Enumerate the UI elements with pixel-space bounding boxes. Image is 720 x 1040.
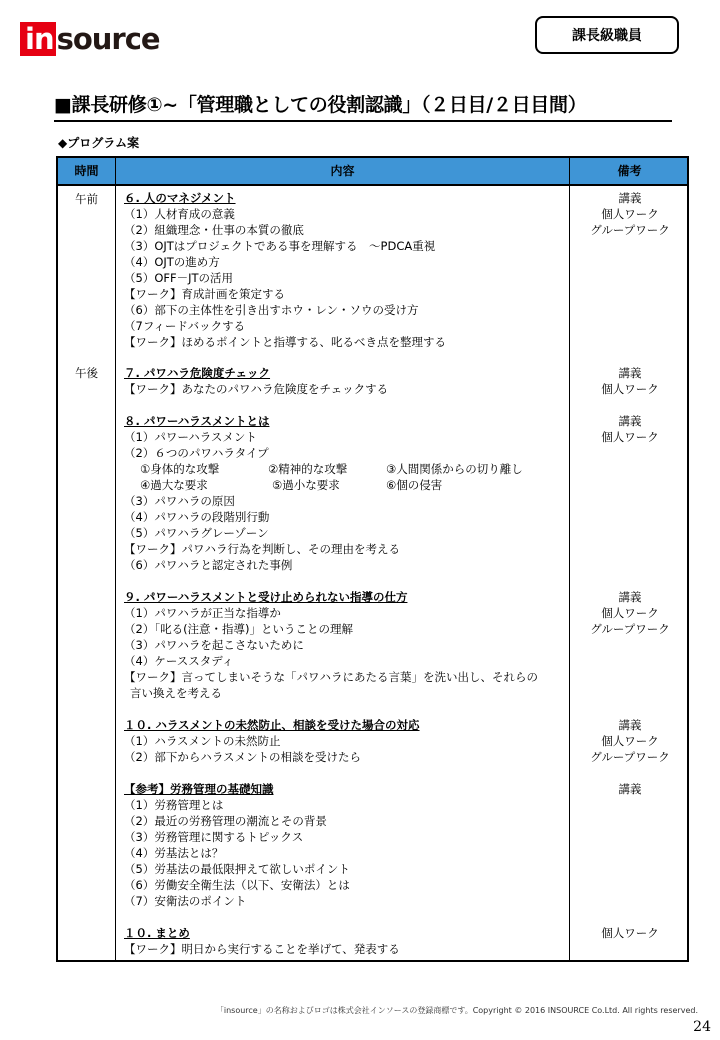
note-item: グループワーク — [590, 223, 670, 237]
notes-section-6 — [571, 190, 689, 238]
type-item: ⑥個の侵害 — [386, 478, 443, 492]
section-heading: ９. パワーハラスメントと受け止められない指導の仕方 — [124, 590, 408, 604]
list-item: （4）労基法とは？ — [124, 846, 224, 860]
note-item: 個人ワーク — [601, 606, 659, 620]
list-item: 言い換えを考える — [130, 686, 222, 700]
notes-section-7 — [571, 365, 689, 397]
table-header — [58, 158, 687, 186]
list-item: 【ワーク】育成計画を策定する — [124, 287, 285, 301]
logo-in: in — [20, 22, 56, 56]
section-reference — [124, 781, 574, 909]
logo-source: source — [56, 22, 160, 56]
section-8 — [124, 413, 574, 573]
section-7 — [124, 365, 574, 397]
notes-section-10-prevention — [571, 717, 689, 765]
list-item: （4）パワハラの段階別行動 — [124, 510, 270, 524]
insource-logo — [20, 22, 160, 56]
note-item: 講義 — [618, 590, 642, 604]
target-badge: 課長級職員 — [535, 16, 679, 54]
list-item: （3）OJTはプロジェクトである事を理解する ～PDCA重視 — [124, 239, 436, 253]
header-content: 内容 — [330, 164, 355, 178]
header-notes: 備考 — [617, 164, 642, 178]
notes-section-8 — [571, 413, 689, 445]
list-item: 【ワーク】パワハラ行為を判断し、その理由を考える — [124, 542, 400, 556]
list-item: （3）労務管理に関するトピックス — [124, 830, 304, 844]
section-heading: ８. パワーハラスメントとは — [124, 414, 270, 428]
list-item: （1）人材育成の意義 — [124, 207, 235, 221]
section-heading: 【参考】労務管理の基礎知識 — [124, 782, 274, 796]
type-item: ①身体的な攻撃 — [140, 462, 220, 476]
section-heading: １０. まとめ — [124, 926, 190, 940]
list-item: （2）組織理念・仕事の本質の徹底 — [124, 223, 304, 237]
section-6 — [124, 190, 574, 350]
note-item: 講義 — [618, 718, 642, 732]
list-item: （2）部下からハラスメントの相談を受けたら — [124, 750, 361, 764]
list-item: （6）労働安全衛生法（以下、安衛法）とは — [124, 878, 350, 892]
notes-section-reference — [571, 781, 689, 797]
list-item: 【ワーク】言ってしまいそうな「パワハラにあたる言葉」を洗い出し、それらの — [124, 670, 538, 684]
time-am: 午前 — [75, 192, 98, 206]
list-item: （6）パワハラと認定された事例 — [124, 558, 293, 572]
section-heading: ６. 人のマネジメント — [124, 191, 236, 205]
section-heading: １０. ハラスメントの未然防止、相談を受けた場合の対応 — [124, 718, 420, 732]
list-item: （1）労務管理とは — [124, 798, 224, 812]
list-item: （3）パワハラを起こさないために — [124, 638, 304, 652]
notes-section-9 — [571, 589, 689, 637]
list-item: （1）パワハラが正当な指導か — [124, 606, 281, 620]
note-item: 講義 — [618, 366, 642, 380]
note-item: 個人ワーク — [601, 926, 659, 940]
list-item: （4）ケーススタディ — [124, 654, 234, 668]
page-number: 24 — [693, 1019, 711, 1035]
program-subtitle: ◆プログラム案 — [58, 136, 140, 150]
list-item: （2）最近の労務管理の潮流とその背景 — [124, 814, 327, 828]
type-item: ④過大な要求 — [140, 478, 208, 492]
section-9 — [124, 589, 574, 701]
type-item: ③人間関係からの切り離し — [386, 462, 523, 476]
note-item: グループワーク — [590, 750, 670, 764]
list-item: （7）安衛法のポイント — [124, 894, 247, 908]
page-title: ■課長研修①~「管理職としての役割認識」（２日目/２日目間） — [54, 91, 672, 122]
header-time: 時間 — [74, 164, 99, 178]
list-item: （1）パワーハラスメント — [124, 430, 257, 444]
list-item: （3）パワハラの原因 — [124, 494, 235, 508]
list-item: 【ワーク】あなたのパワハラ危険度をチェックする — [124, 382, 389, 396]
harassment-types-row — [124, 477, 574, 493]
column-divider — [115, 158, 116, 960]
section-10-prevention — [124, 717, 574, 765]
list-item: （5）パワハラグレーゾーン — [124, 526, 269, 540]
list-item: （4）OJTの進め方 — [124, 255, 220, 269]
harassment-types-row — [124, 461, 574, 477]
note-item: 個人ワーク — [601, 207, 659, 221]
note-item: 講義 — [618, 414, 642, 428]
note-item: グループワーク — [590, 622, 670, 636]
list-item: 【ワーク】明日から実行することを挙げて、発表する — [124, 942, 400, 956]
list-item: （5）労基法の最低限押えて欲しいポイント — [124, 862, 350, 876]
program-table — [56, 156, 689, 962]
note-item: 講義 — [618, 191, 642, 205]
copyright-footer: 「insource」の名称およびロゴは株式会社インソースの登録商標です。Copyright © 2016 INSOURCE Co.Ltd. All rights reserved. — [215, 1006, 698, 1015]
type-item: ②精神的な攻撃 — [268, 462, 348, 476]
list-item: （2）「叱る(注意・指導)」ということの理解 — [124, 622, 354, 636]
list-item: （6）部下の主体性を引き出すホウ・レン・ソウの受け方 — [124, 303, 419, 317]
list-item: （7フィードバックする — [124, 319, 246, 333]
note-item: 個人ワーク — [601, 734, 659, 748]
note-item: 講義 — [618, 782, 642, 796]
note-item: 個人ワーク — [601, 430, 659, 444]
section-10-summary — [124, 925, 574, 957]
type-item: ⑤過小な要求 — [272, 478, 340, 492]
section-heading: ７. パワハラ危険度チェック — [124, 366, 271, 380]
note-item: 個人ワーク — [601, 382, 659, 396]
time-pm: 午後 — [75, 366, 98, 380]
list-item: 【ワーク】ほめるポイントと指導する、叱るべき点を整理する — [124, 335, 446, 349]
list-item: （5）OFF－JTの活用 — [124, 271, 234, 285]
list-item: （2）６つのパワハラタイプ — [124, 446, 269, 460]
notes-section-10-summary — [571, 925, 689, 941]
list-item: （1）ハラスメントの未然防止 — [124, 734, 281, 748]
